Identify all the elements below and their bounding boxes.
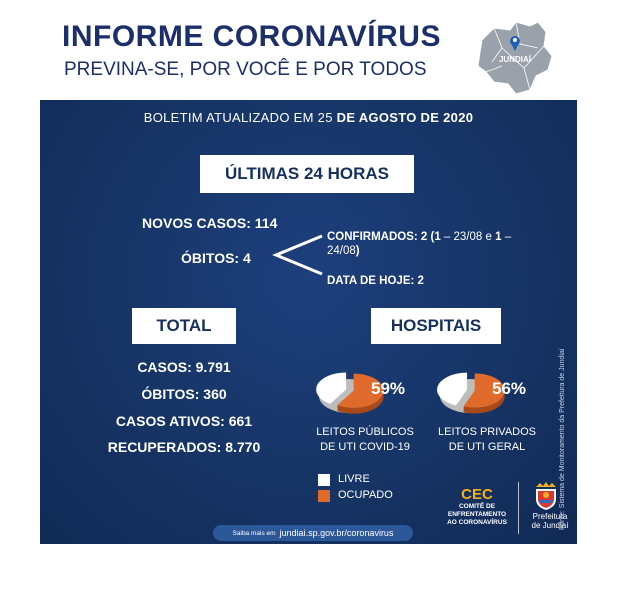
confirmed-date-2: 24/08 (327, 245, 356, 257)
logo-divider (518, 482, 519, 534)
confirmed-and: e (482, 231, 496, 243)
private-caption-line-1: LEITOS PRIVADOS (437, 426, 536, 438)
bulletin-prefix: BOLETIM ATUALIZADO EM 25 (143, 110, 337, 125)
new-cases: NOVOS CASOS: 114 (142, 215, 278, 231)
legend-free-label: LIVRE (338, 473, 370, 485)
url-prefix: Saiba mais em (232, 529, 276, 537)
public-icu-caption (310, 425, 420, 455)
jundiai-map-icon (472, 18, 556, 98)
bulletin-date-bold: DE AGOSTO DE 2020 (336, 110, 474, 125)
cec-line-3: AO CORONAVÍRUS (447, 519, 507, 526)
legend-free-swatch (318, 474, 330, 486)
bulletin-date (40, 110, 577, 125)
active-cases: CASOS ATIVOS: 661 (115, 413, 253, 429)
recovered: RECUPERADOS: 8.770 (107, 439, 261, 455)
confirmed-detail (327, 230, 542, 258)
confirmed-count-2: 1 (495, 231, 502, 243)
private-caption-line-2: DE UTI GERAL (448, 441, 526, 453)
source-text: Fonte: Sistema de Monitoramento da Prefeitura de Jundiaí (559, 348, 566, 530)
private-icu-caption (432, 425, 542, 455)
total-deaths: ÓBITOS: 360 (141, 386, 227, 402)
prefeitura-line-1: Prefeitura (532, 512, 568, 521)
confirmed-dash: – (440, 231, 454, 243)
deaths-24h: ÓBITOS: 4 (181, 250, 251, 266)
cec-abbr: CEC (461, 486, 493, 503)
bracket-icon (270, 232, 326, 278)
public-icu-percent: 59% (371, 379, 406, 398)
public-caption-line-2: DE UTI COVID-19 (320, 441, 410, 453)
cec-logo (438, 487, 516, 527)
jundiai-crest-icon (530, 481, 562, 511)
legend-occupied-label: OCUPADO (338, 489, 393, 501)
today-deaths: DATA DE HOJE: 2 (327, 275, 424, 287)
total-cases: CASOS: 9.791 (137, 359, 231, 375)
more-info-link[interactable] (213, 525, 413, 541)
confirmed-label: CONFIRMADOS: 2 (1 (327, 231, 441, 243)
confirmed-close: ) (355, 245, 360, 257)
confirmed-dash-2: – (501, 231, 512, 243)
total-heading: TOTAL (132, 308, 236, 344)
prefeitura-label (522, 512, 578, 530)
url-text[interactable]: jundiai.sp.gov.br/coronavirus (279, 528, 394, 538)
private-icu-percent: 56% (492, 379, 527, 398)
last24-heading: ÚLTIMAS 24 HORAS (200, 155, 414, 193)
legend-occupied-swatch (318, 490, 330, 502)
page-subtitle: PREVINA-SE, POR VOCÊ E POR TODOS (64, 59, 427, 80)
private-icu-pie (434, 362, 532, 420)
page-title: INFORME CORONAVÍRUS (62, 20, 441, 53)
bulletin-panel (40, 100, 577, 544)
public-caption-line-1: LEITOS PÚBLICOS (316, 426, 414, 438)
cec-line-1: COMITÊ DE (458, 503, 496, 510)
public-icu-pie (313, 362, 411, 420)
prefeitura-line-2: de Jundiaí (531, 521, 569, 530)
cec-line-2: ENFRENTAMENTO (447, 511, 507, 518)
map-label: JUNDIAÍ (498, 55, 532, 64)
hospitals-heading: HOSPITAIS (371, 308, 501, 344)
confirmed-date-1: 23/08 (453, 231, 483, 243)
